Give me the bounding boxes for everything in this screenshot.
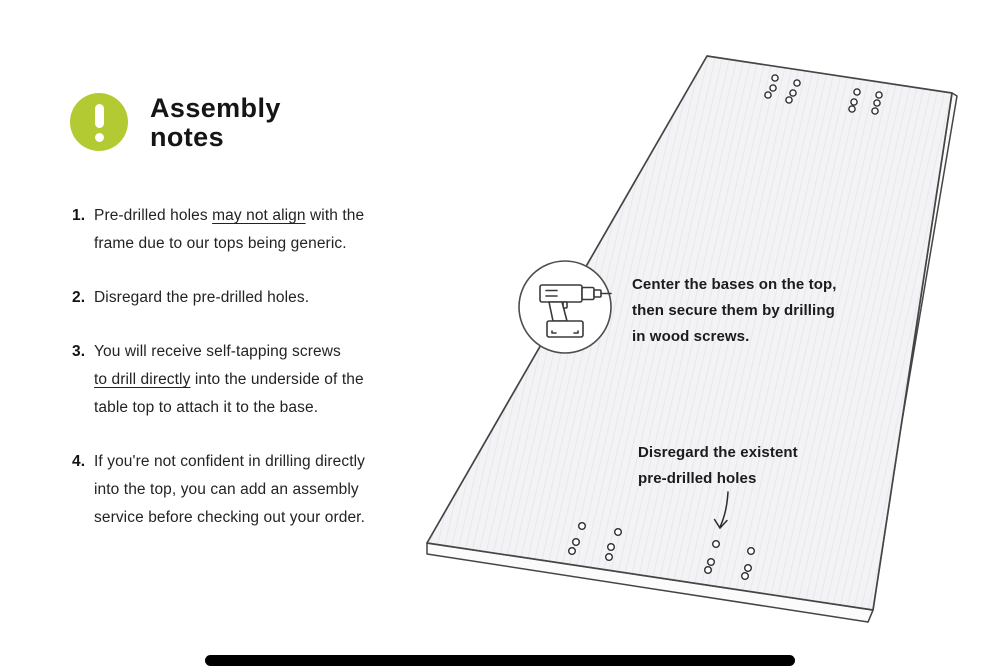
note-text-line: Pre-drilled holes may not align with the [94, 207, 365, 224]
note-text-line: to drill directly into the underside of the [94, 371, 364, 388]
note-text-line: service before checking out your order. [94, 509, 365, 526]
note-text-line: Disregard the pre-drilled holes. [94, 289, 310, 306]
annotation-disregard-holes: Disregard the existent pre-drilled holes [638, 444, 798, 487]
annotation-center-bases: Center the bases on the top, then secure them by drilling in wood screws. [632, 276, 837, 345]
note-text-line: table top to attach it to the base. [94, 399, 319, 416]
note-number: 4. [72, 453, 86, 470]
note-text-line: You will receive self-tapping screws [94, 343, 341, 360]
note-number: 3. [72, 343, 86, 360]
note-item-1 [72, 202, 402, 258]
assembly-notes-list [72, 202, 402, 558]
exclamation-dot [95, 133, 104, 142]
page-header [70, 93, 281, 152]
page-title-line2: notes [150, 122, 225, 152]
note-item-3 [72, 338, 402, 422]
drill-badge [519, 261, 611, 353]
exclamation-bar [95, 104, 104, 128]
note-text-line: into the top, you can add an assembly [94, 481, 359, 498]
note-number: 1. [72, 207, 86, 224]
exclamation-icon [70, 93, 128, 151]
note-item-2 [72, 284, 402, 312]
note-text-line: If you're not confident in drilling directly [94, 453, 365, 470]
note-number: 2. [72, 289, 86, 306]
page-title-line1: Assembly [150, 93, 281, 123]
note-item-4 [72, 448, 402, 532]
home-indicator-bar [205, 655, 795, 666]
note-text-line: frame due to our tops being generic. [94, 235, 347, 252]
page-title [150, 94, 281, 152]
